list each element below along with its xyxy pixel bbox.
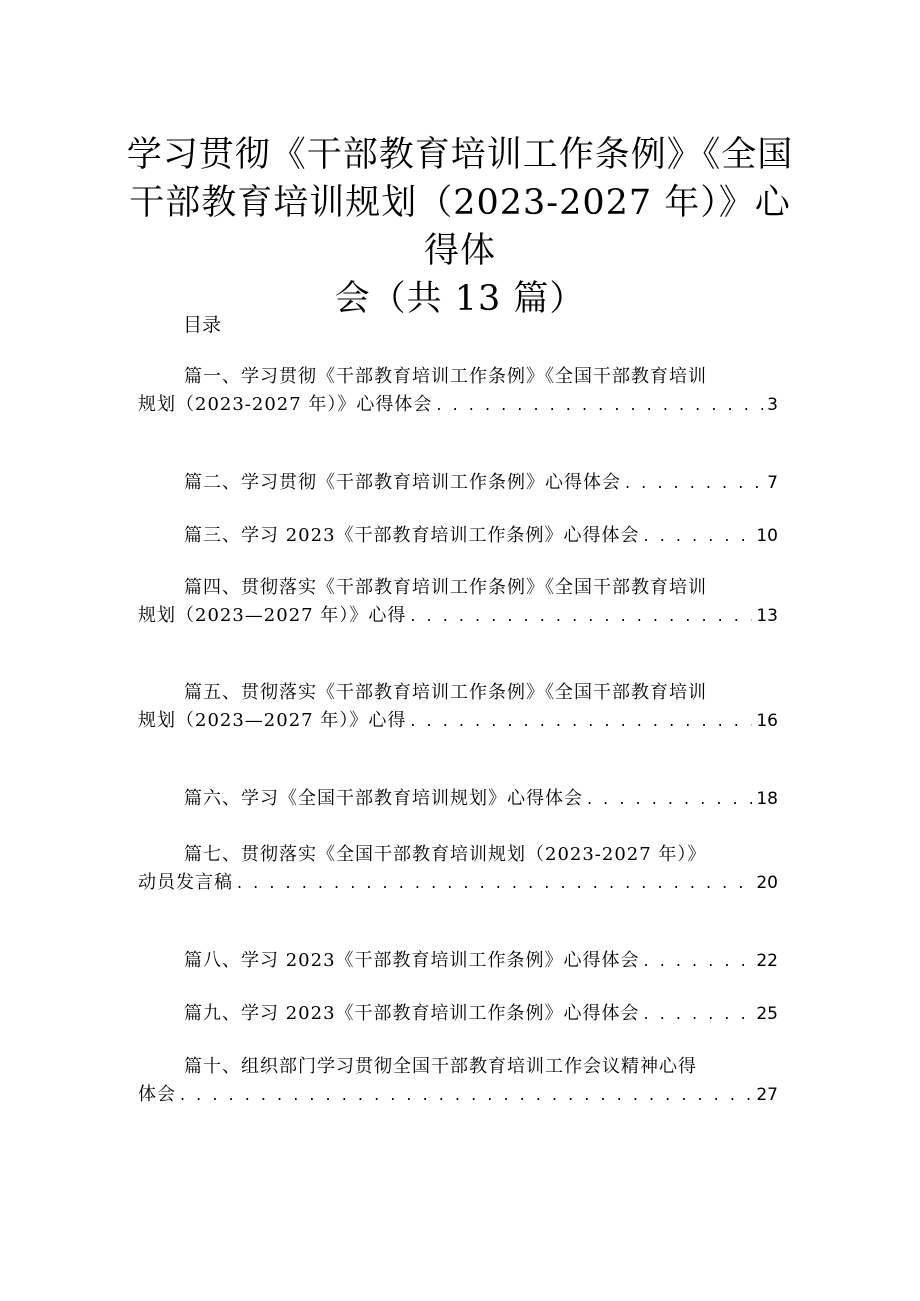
toc-entry-text: 体会: [138, 1084, 176, 1105]
toc-entry-6[interactable]: [138, 785, 778, 813]
toc-page-number: 10: [756, 526, 778, 546]
toc-entry-5[interactable]: [138, 679, 778, 735]
toc-leader-dots: [644, 1000, 753, 1028]
toc-entry-text: 篇六、学习《全国干部教育培训规划》心得体会: [184, 788, 583, 809]
toc-entry-text: 规划（2023-2027 年）》心得体会: [138, 394, 433, 415]
toc-entry-text: 篇八、学习 2023《干部教育培训工作条例》心得体会: [184, 950, 640, 971]
toc-leader-dots: [587, 785, 752, 813]
toc-page-number: 7: [767, 473, 778, 493]
title-line-2: 干部教育培训规划（2023-2027 年）》心得体: [129, 183, 791, 271]
toc-page-number: 16: [756, 711, 778, 731]
toc-entry-4[interactable]: [138, 574, 778, 630]
toc-entry-2[interactable]: [138, 469, 778, 497]
toc-entry-1[interactable]: [138, 363, 778, 419]
toc-page-number: 18: [756, 789, 778, 809]
toc-page-number: 13: [756, 606, 778, 626]
toc-page-number: 20: [756, 873, 778, 893]
toc-entry-text: 规划（2023—2027 年）》心得: [138, 605, 407, 626]
toc-entry-text: 篇一、学习贯彻《干部教育培训工作条例》《全国干部教育培训: [184, 366, 707, 387]
toc-entry-10[interactable]: [138, 1053, 778, 1109]
toc-leader-dots: [644, 522, 753, 550]
toc-entry-text: 规划（2023—2027 年）》心得: [138, 710, 407, 731]
document-title: [120, 131, 800, 323]
toc-entry-9[interactable]: [138, 1000, 778, 1028]
toc-leader-dots: [237, 869, 752, 897]
toc-page-number: 27: [756, 1085, 778, 1105]
toc-entry-text: 动员发言稿: [138, 872, 233, 893]
toc-entry-text: 篇九、学习 2023《干部教育培训工作条例》心得体会: [184, 1003, 640, 1024]
toc-entry-text: 篇四、贯彻落实《干部教育培训工作条例》《全国干部教育培训: [184, 577, 707, 598]
toc-leader-dots: [410, 602, 752, 630]
toc-leader-dots: [644, 947, 753, 975]
toc-entry-8[interactable]: [138, 947, 778, 975]
toc-leader-dots: [625, 469, 763, 497]
toc-page-number: 22: [756, 951, 778, 971]
toc-leader-dots: [436, 391, 763, 419]
toc-heading: 目录: [183, 314, 222, 336]
toc-entry-text: 篇五、贯彻落实《干部教育培训工作条例》《全国干部教育培训: [184, 682, 707, 703]
toc-entry-3[interactable]: [138, 522, 778, 550]
toc-page-number: 3: [767, 395, 778, 415]
toc-page-number: 25: [756, 1004, 778, 1024]
toc-leader-dots: [410, 707, 752, 735]
toc-entry-text: 篇七、贯彻落实《全国干部教育培训规划（2023-2027 年）》: [184, 844, 707, 865]
toc-leader-dots: [180, 1081, 752, 1109]
toc-entry-text: 篇十、组织部门学习贯彻全国干部教育培训工作会议精神心得: [184, 1056, 697, 1077]
toc-entry-text: 篇三、学习 2023《干部教育培训工作条例》心得体会: [184, 525, 640, 546]
toc-entry-text: 篇二、学习贯彻《干部教育培训工作条例》心得体会: [184, 472, 621, 493]
title-line-1: 学习贯彻《干部教育培训工作条例》《全国: [126, 135, 794, 175]
toc-entry-7[interactable]: [138, 841, 778, 897]
title-line-3: 会（共 13 篇）: [334, 279, 586, 319]
